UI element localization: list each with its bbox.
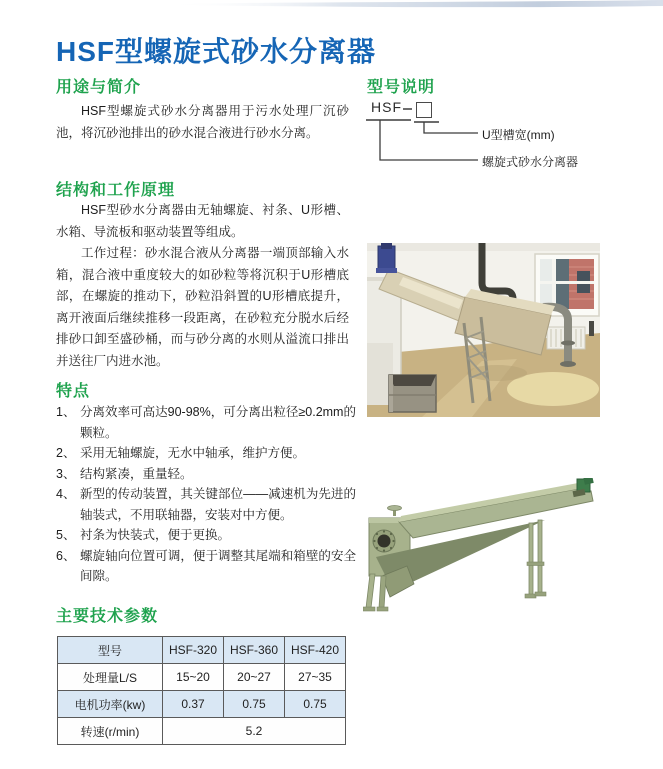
list-item [56, 546, 356, 587]
structure-paragraph-2: 工作过程：砂水混合液从分离器一端顶部输入水箱，混合液中重度较大的如砂粒等将沉积于U形槽底部，在螺旋的推动下，砂粒沿斜置的U形槽底提升，离开液面后继续推移一段距离，在砂粒充分脱水后经排砂口卸至盛砂桶，而与砂分离的水则从溢流口排出并送往厂内进水池。 [56, 246, 349, 368]
model-series-label: 螺旋式砂水分离器 [482, 155, 579, 169]
model-slot-label: U型槽宽(mm) [482, 128, 555, 142]
merged-value-cell: 5.2 [163, 718, 346, 745]
feature-text: 螺旋轴向位置可调，便于调整其尾端和箱壁的安全间隙。 [80, 548, 356, 583]
list-item [56, 484, 356, 525]
heading-specs: 主要技术参数 [56, 608, 159, 625]
list-item [56, 443, 356, 464]
value-cell: 0.37 [163, 691, 224, 718]
heading-model: 型号说明 [367, 79, 436, 96]
list-item [56, 402, 356, 443]
row-label-cell: 电机功率(kw) [58, 691, 163, 718]
table-header-cell: 型号 [58, 637, 163, 664]
purpose-paragraph [56, 100, 349, 144]
row-label-cell: 转速(r/min) [58, 718, 163, 745]
value-cell: 0.75 [285, 691, 346, 718]
feature-text: 衬条为快装式，便于更换。 [80, 528, 231, 542]
top-gradient-swoosh [0, 0, 663, 12]
spec-table [57, 636, 346, 745]
feature-number: 3、 [56, 466, 76, 481]
table-row [58, 718, 346, 745]
value-cell: 15~20 [163, 664, 224, 691]
model-prefix: HSF [371, 99, 402, 115]
table-header-cell: HSF-420 [285, 637, 346, 664]
installation-photo [367, 243, 600, 417]
table-row [58, 691, 346, 718]
structure-paragraphs [56, 200, 349, 372]
feature-number: 2、 [56, 446, 76, 460]
feature-text: 新型的传动装置，其关键部位——减速机为先进的轴装式，不用联轴器，安装对中方便。 [80, 487, 356, 522]
table-header-cell: HSF-360 [224, 637, 285, 664]
model-placeholder-box [416, 102, 432, 118]
feature-number: 1、 [56, 405, 76, 419]
value-cell: 20~27 [224, 664, 285, 691]
table-row [58, 664, 346, 691]
value-cell: 0.75 [224, 691, 285, 718]
list-item [56, 525, 356, 546]
feature-text: 采用无轴螺旋，无水中轴承，维护方便。 [80, 446, 306, 460]
heading-purpose: 用途与简介 [56, 79, 142, 96]
purpose-paragraph-text: HSF型螺旋式砂水分离器用于污水处理厂沉砂池，将沉砂池排出的砂水混合液进行砂水分离。 [56, 104, 349, 140]
structure-paragraph-1: HSF型砂水分离器由无轴螺旋、衬条、U形槽、水箱、导流板和驱动装置等组成。 [56, 203, 349, 239]
table-header-cell: HSF-320 [163, 637, 224, 664]
feature-text: 结构紧凑，重量轻。 [80, 466, 193, 481]
feature-number: 4、 [56, 487, 76, 501]
feature-number: 5、 [56, 528, 76, 542]
product-drawing [363, 478, 600, 619]
feature-number: 6、 [56, 548, 76, 563]
list-item [56, 464, 356, 485]
table-header-row [58, 637, 346, 664]
row-label-cell: 处理量L/S [58, 664, 163, 691]
page-title: HSF型螺旋式砂水分离器 [56, 36, 377, 67]
feature-text: 分离效率可高达90-98%，可分离出粒径≥0.2mm的颗粒。 [80, 405, 356, 440]
features-list [56, 402, 356, 587]
model-designation-diagram [363, 98, 613, 173]
heading-features: 特点 [56, 383, 91, 400]
heading-structure: 结构和工作原理 [56, 182, 176, 199]
value-cell: 27~35 [285, 664, 346, 691]
